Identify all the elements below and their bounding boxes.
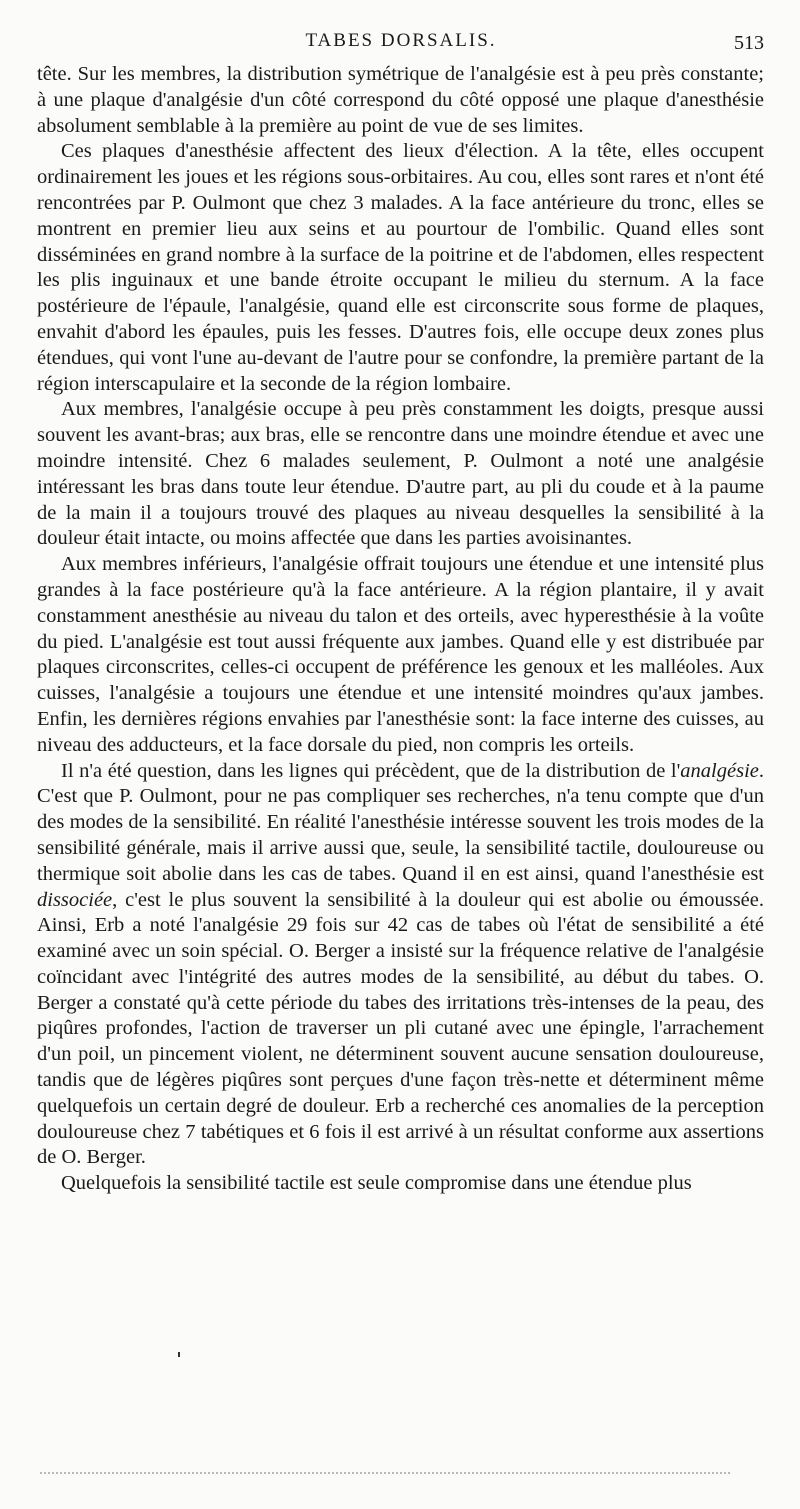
page-number: 513 [734, 32, 764, 54]
running-head [38, 30, 764, 56]
bottom-dotted-rule [40, 1472, 730, 1474]
paragraph-membres-inferieurs: Aux membres inférieurs, l'analgésie offrait toujours une étendue et une intensité plus grandes à la face postérieure qu'à la face antérieure. A la région plantaire, il y avait constamment anesthésie au niveau du talon et des orteils, avec hyperesthésie à la voûte du pied. L'analgésie est tout aussi fréquente aux jambes. Quand elle y est distribuée par plaques circonscrites, celles-ci occupent de préférence les genoux et les malléoles. Aux cuisses, l'analgésie a toujours une étendue et une intensité moindres qu'aux jambes. Enfin, les dernières régions envahies par l'anesthésie sont: la face interne des cuisses, au niveau des adducteurs, et la face dorsale du pied, non compris les orteils. [37, 553, 764, 756]
paragraph-sensibilite-tactile: Quelquefois la sensibilité tactile est seule compromise dans une étendue plus [61, 1172, 692, 1195]
paragraph-continued: tête. Sur les membres, la distribution symétrique de l'analgésie est à peu près constante; à une plaque d'analgésie d'un côté correspond du côté opposé une plaque d'anesthésie absolument semblable à la première au point de vue de ses limites. [37, 63, 764, 137]
paragraph-dissociation [37, 759, 764, 1172]
text-run: Il n'a été question, dans les lignes qui précèdent, que de la distribution de l' [61, 759, 681, 782]
text-run: , c'est le plus souvent la sensibilité à la douleur qui est abolie ou émoussée. Ainsi, Erb a noté l'analgésie 29 fois sur 42 cas de tabes où l'état de sensibilité a été examiné avec un soin spécial. O. Berger a insisté sur la fréquence relative de l'analgésie coïncidant avec l'intégrité des autres modes de la sensibilité, au début du tabes. O. Berger a constaté qu'à cette période du tabes des irritations très-intenses de la peau, des piqûres profondes, l'action de traverser un pli cutané avec une épingle, l'arrachement d'un poil, un pincement violent, ne déterminent souvent aucune sensation douloureuse, tandis que de légères piqûres sont perçues d'une façon très-nette et déterminent même quelquefois un certain degré de douleur. Erb a recherché ces anomalies de la perception douloureuse chez 7 tabétiques et 6 fois il est arrivé à un résultat conforme aux assertions de O. Berger. [37, 888, 764, 1169]
italic-term: dissociée [37, 888, 113, 911]
paragraph-plaques-election: Ces plaques d'anesthésie affectent des lieux d'élection. A la tête, elles occupent ordinairement les joues et les régions sous-orbitaires. Au cou, elles sont rares et n'ont été rencontrées par P. Oulmont que chez 3 malades. A la face antérieure du tronc, elles se montrent en premier lieu aux seins et au pourtour de l'ombilic. Quand elles sont disséminées en grand nombre à la surface de la poitrine et de l'abdomen, elles respectent les plis inguinaux et une bande étroite occupant le milieu du sternum. A la face postérieure de l'épaule, l'analgésie, quand elle est circonscrite sous forme de plaques, envahit d'abord les épaules, puis les fesses. D'autres fois, elle occupe deux zones plus étendues, qui vont l'une au-devant de l'autre pour se confondre, la première partant de la région interscapulaire et la seconde de la région lombaire. [37, 140, 764, 395]
stray-ink-mark [178, 1352, 180, 1357]
italic-term: analgésie [680, 759, 759, 782]
paragraph-membres-superieurs: Aux membres, l'analgésie occupe à peu près constamment les doigts, presque aussi souvent les avant-bras; aux bras, elle se rencontre dans une moindre étendue et avec une moindre intensité. Chez 6 malades seulement, P. Oulmont a noté une analgésie intéressant les bras dans toute leur étendue. D'autre part, au pli du coude et à la paume de la main il a toujours trouvé des plaques au niveau desquelles la sensibilité à la douleur était intacte, ou moins affectée que dans les parties avoisinantes. [37, 398, 764, 550]
text-run: . C'est que P. Oulmont, pour ne pas compliquer ses recherches, n'a tenu compte que d'un des modes de la sensibilité. En réalité l'anesthésie intéresse souvent les trois modes de la sensibilité générale, mais il arrive aussi que, seule, la sensibilité tactile, douloureuse ou thermique soit abolie dans les cas de tabes. Quand il en est ainsi, quand l'anesthésie est [37, 759, 764, 885]
body-text [37, 62, 764, 1197]
running-title: TABES DORSALIS. [305, 30, 497, 51]
